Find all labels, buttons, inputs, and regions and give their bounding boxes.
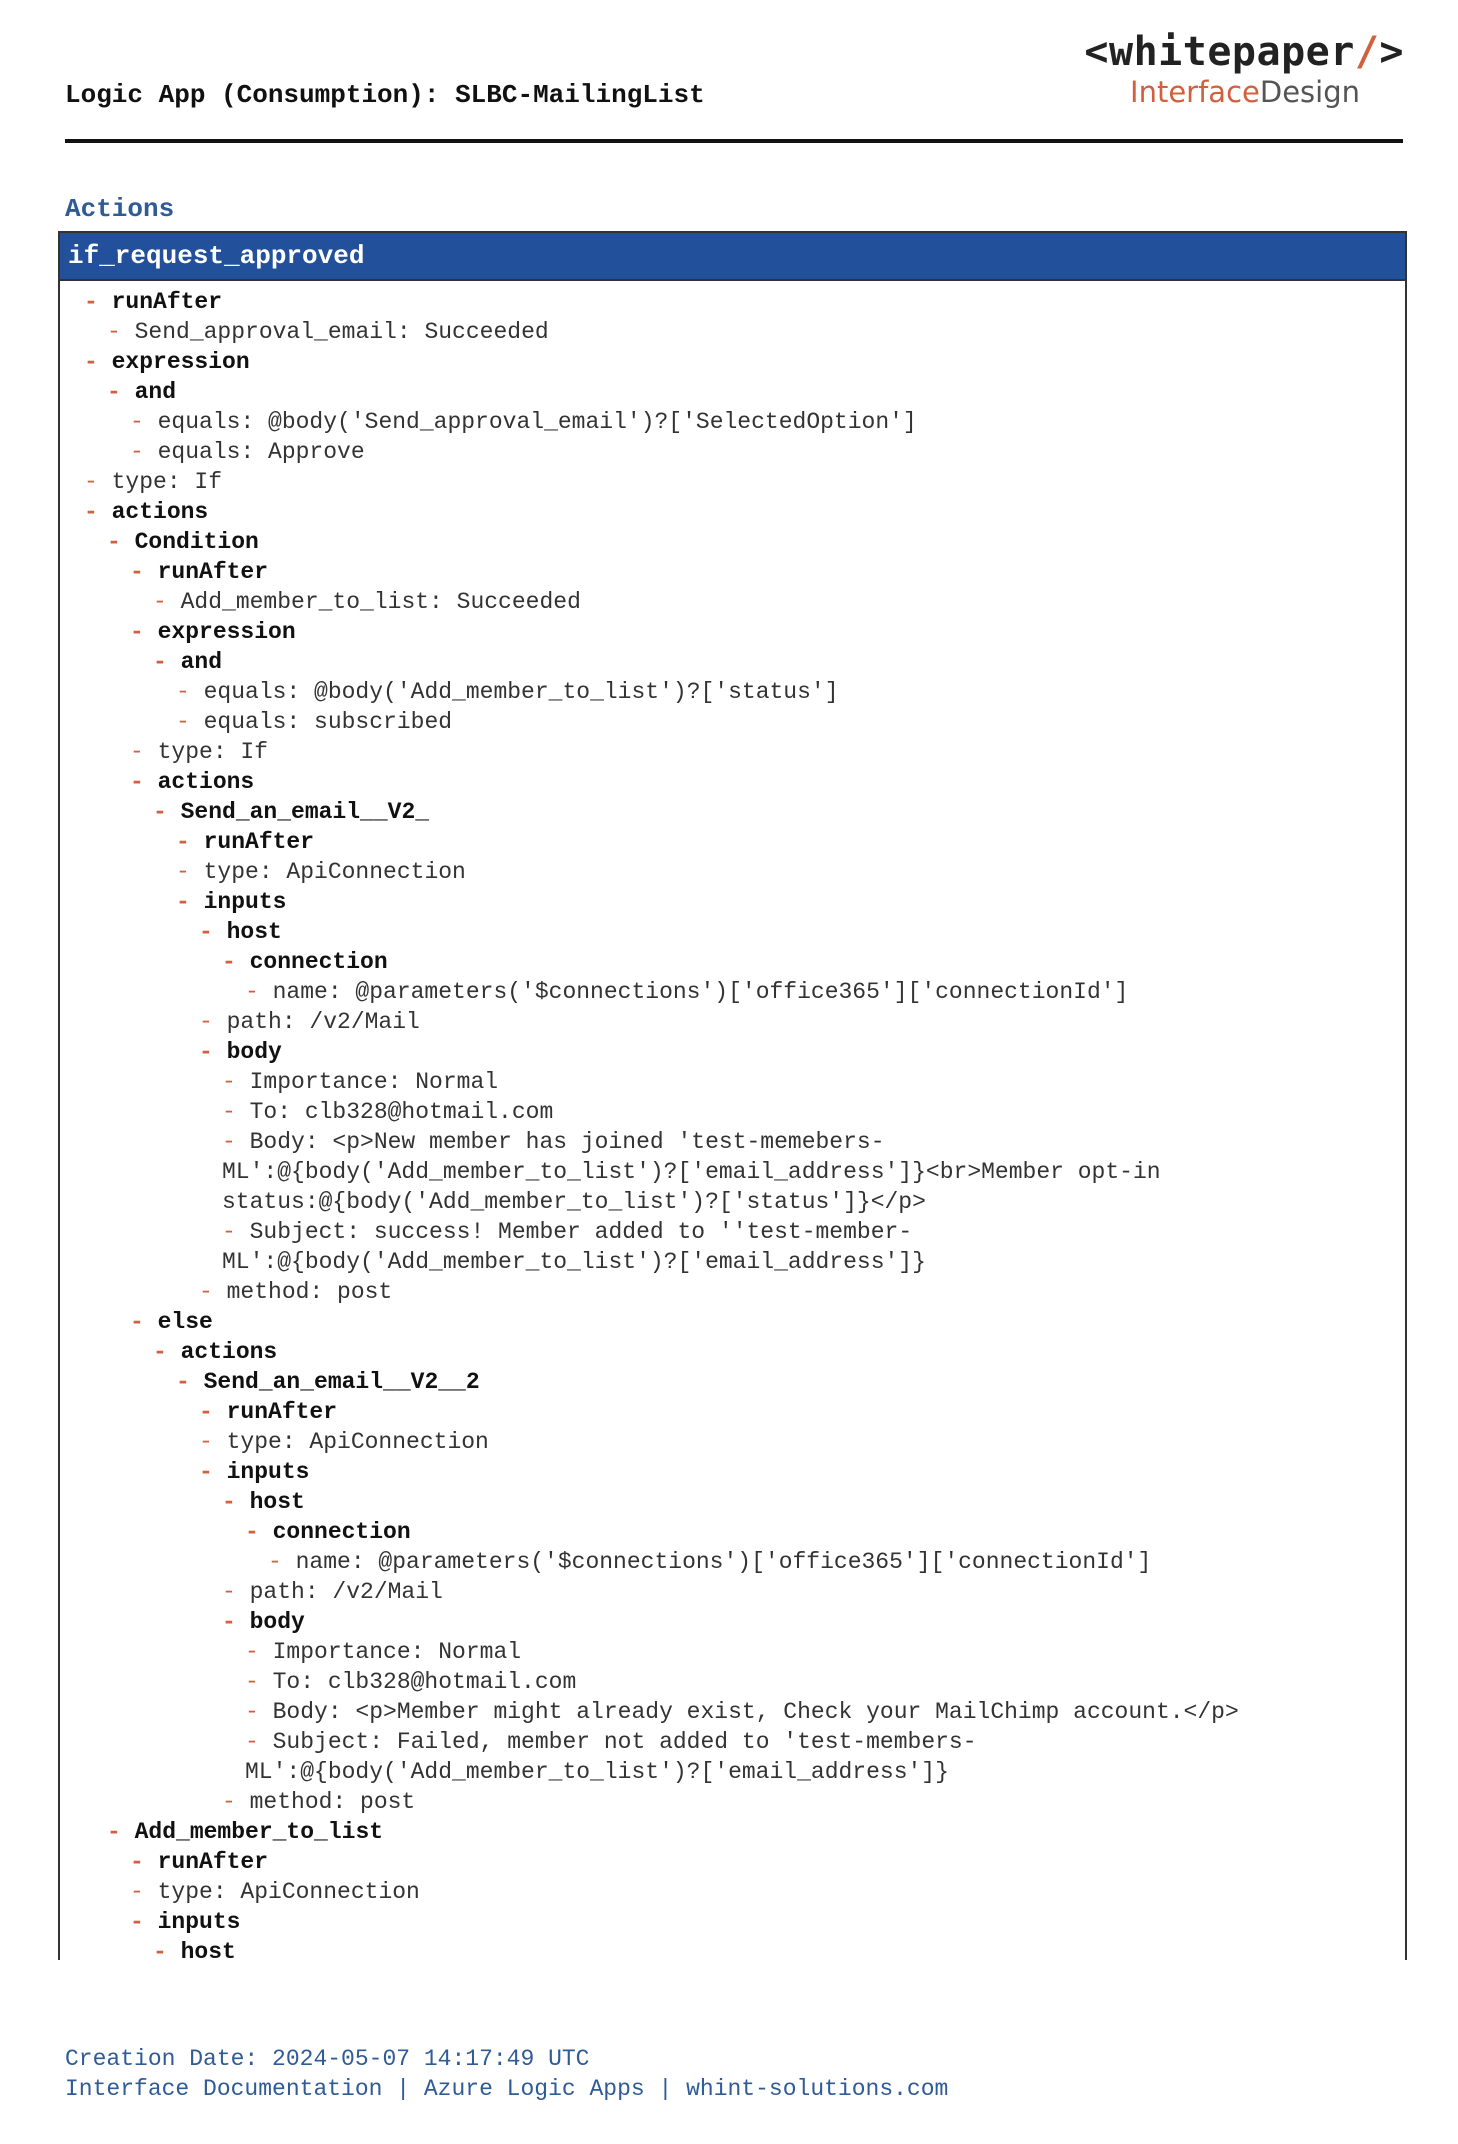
tree-line <box>60 467 1405 497</box>
tree-line <box>60 1097 1405 1127</box>
tree-line-text: runAfter <box>203 829 315 855</box>
tree-bullet-dash: - <box>176 829 204 855</box>
tree-line <box>60 1187 1405 1217</box>
tree-line <box>60 1427 1405 1457</box>
tree-bullet-dash: - <box>130 439 158 465</box>
tree-line-text: equals: Approve <box>157 439 365 465</box>
tree-bullet-dash: - <box>130 739 158 765</box>
tree-line-text: body <box>226 1039 282 1065</box>
tree-bullet-dash: - <box>222 1219 250 1245</box>
tree-line <box>60 857 1405 887</box>
tree-line-text: and <box>180 649 223 675</box>
tree-line <box>60 767 1405 797</box>
tree-line-text: path: /v2/Mail <box>249 1579 443 1605</box>
tree-line-text: expression <box>111 349 250 375</box>
tree-line <box>60 1697 1405 1727</box>
tree-line <box>60 287 1405 317</box>
tree-line <box>60 1217 1405 1247</box>
tree-line-text: host <box>226 919 282 945</box>
tree-line <box>60 1787 1405 1817</box>
tree-bullet-dash: - <box>130 619 158 645</box>
tree-line-text: actions <box>111 499 209 525</box>
tree-line-text: Condition <box>134 529 259 555</box>
tree-line-text: type: ApiConnection <box>157 1879 420 1905</box>
tree-bullet-dash: - <box>130 1849 158 1875</box>
tree-line-text: actions <box>157 769 255 795</box>
tree-bullet-dash: - <box>84 349 112 375</box>
tree-line <box>60 677 1405 707</box>
tree-bullet-dash: - <box>153 1939 181 1960</box>
tree-line-text: runAfter <box>157 1849 269 1875</box>
tree-line-text: else <box>157 1309 213 1335</box>
tree-line <box>60 1757 1405 1787</box>
tree-line-text: Subject: Failed, member not added to 'test-members- <box>272 1729 977 1755</box>
tree-line-text: and <box>134 379 177 405</box>
tree-line <box>60 1727 1405 1757</box>
tree-bullet-dash: - <box>245 979 273 1005</box>
tree-line <box>60 527 1405 557</box>
header-divider <box>65 139 1403 143</box>
logo-sub-accent: Interface <box>1130 75 1260 109</box>
tree-line <box>60 1847 1405 1877</box>
tree-bullet-dash: - <box>222 1129 250 1155</box>
tree-line-text: body <box>249 1609 305 1635</box>
tree-line <box>60 617 1405 647</box>
tree-bullet-dash: - <box>176 1369 204 1395</box>
tree-bullet-dash: - <box>130 1879 158 1905</box>
tree-bullet-dash: - <box>153 589 181 615</box>
action-panel <box>58 231 1407 1960</box>
tree-bullet-dash: - <box>222 949 250 975</box>
tree-bullet-dash: - <box>222 1099 250 1125</box>
tree-line-text: status:@{body('Add_member_to_list')?['status']}</p> <box>222 1189 926 1215</box>
tree-line <box>60 1517 1405 1547</box>
tree-bullet-dash: - <box>268 1549 296 1575</box>
tree-bullet-dash: - <box>222 1609 250 1635</box>
tree-line <box>60 1487 1405 1517</box>
tree-line-text: Subject: success! Member added to ''test-member- <box>249 1219 913 1245</box>
tree-bullet-dash: - <box>107 319 135 345</box>
creation-date: Creation Date: 2024-05-07 14:17:49 UTC <box>65 2046 590 2072</box>
tree-line <box>60 407 1405 437</box>
tree-line <box>60 377 1405 407</box>
tree-line <box>60 1067 1405 1097</box>
tree-line <box>60 1037 1405 1067</box>
tree-line <box>60 707 1405 737</box>
tree-line <box>60 1007 1405 1037</box>
tree-line-text: Send_an_email__V2__2 <box>203 1369 480 1395</box>
tree-line-text: runAfter <box>226 1399 338 1425</box>
tree-bullet-dash: - <box>176 859 204 885</box>
tree-bullet-dash: - <box>245 1729 273 1755</box>
tree-bullet-dash: - <box>84 499 112 525</box>
tree-bullet-dash: - <box>245 1669 273 1695</box>
tree-line-text: inputs <box>157 1909 241 1935</box>
tree-line-text: type: If <box>157 739 269 765</box>
panel-title: if_request_approved <box>60 233 1405 281</box>
page-title: Logic App (Consumption): SLBC-MailingList <box>65 80 705 110</box>
footer-links: Interface Documentation | Azure Logic Apps | whint-solutions.com <box>65 2076 949 2102</box>
tree-bullet-dash: - <box>153 1339 181 1365</box>
tree-line <box>60 977 1405 1007</box>
tree-bullet-dash: - <box>245 1519 273 1545</box>
tree-line-text: Add_member_to_list: Succeeded <box>180 589 581 615</box>
tree-line-text: type: ApiConnection <box>203 859 466 885</box>
tree-line-text: type: If <box>111 469 223 495</box>
tree-line-text: Add_member_to_list <box>134 1819 384 1845</box>
tree-line-text: connection <box>272 1519 411 1545</box>
tree-bullet-dash: - <box>176 679 204 705</box>
tree-line <box>60 1277 1405 1307</box>
logo-sub-rest: Design <box>1259 75 1360 109</box>
tree-bullet-dash: - <box>199 1039 227 1065</box>
whitepaper-logo <box>1084 28 1404 108</box>
tree-line <box>60 797 1405 827</box>
logo-slash: / <box>1354 29 1380 75</box>
tree-bullet-dash: - <box>245 1699 273 1725</box>
tree-line <box>60 737 1405 767</box>
tree-line-text: Importance: Normal <box>249 1069 499 1095</box>
tree-line <box>60 1547 1405 1577</box>
tree-line <box>60 1667 1405 1697</box>
tree-line <box>60 1907 1405 1937</box>
tree-bullet-dash: - <box>130 559 158 585</box>
logo-main-text: <whitepaper <box>1084 29 1355 75</box>
tree-bullet-dash: - <box>222 1489 250 1515</box>
tree-bullet-dash: - <box>222 1069 250 1095</box>
tree-bullet-dash: - <box>107 1819 135 1845</box>
tree-bullet-dash: - <box>84 289 112 315</box>
tree-bullet-dash: - <box>153 649 181 675</box>
logo-subtitle <box>1084 76 1360 108</box>
tree-line-text: ML':@{body('Add_member_to_list')?['email_address']}<br>Member opt-in <box>222 1159 1161 1185</box>
tree-line <box>60 587 1405 617</box>
tree-line <box>60 1127 1405 1157</box>
tree-line-text: ML':@{body('Add_member_to_list')?['email_address']} <box>222 1249 926 1275</box>
tree-line <box>60 1397 1405 1427</box>
tree-line-text: inputs <box>226 1459 310 1485</box>
tree-line <box>60 1877 1405 1907</box>
tree-bullet-dash: - <box>199 1009 227 1035</box>
tree-bullet-dash: - <box>107 529 135 555</box>
tree-bullet-dash: - <box>130 769 158 795</box>
tree-line <box>60 497 1405 527</box>
tree-line-text: method: post <box>249 1789 416 1815</box>
tree-bullet-dash: - <box>153 799 181 825</box>
tree-bullet-dash: - <box>245 1639 273 1665</box>
tree-line <box>60 917 1405 947</box>
tree-line-text: equals: @body('Send_approval_email')?['SelectedOption'] <box>157 409 917 435</box>
tree-line-text: host <box>249 1489 305 1515</box>
logo-wordmark <box>1084 28 1404 76</box>
tree-line-text: Send_approval_email: Succeeded <box>134 319 549 345</box>
tree-bullet-dash: - <box>222 1789 250 1815</box>
tree-line <box>60 887 1405 917</box>
tree-line <box>60 1307 1405 1337</box>
tree-bullet-dash: - <box>84 469 112 495</box>
tree-line-text: actions <box>180 1339 278 1365</box>
tree-line <box>60 1247 1405 1277</box>
tree-bullet-dash: - <box>130 1909 158 1935</box>
action-tree <box>60 281 1405 1960</box>
tree-bullet-dash: - <box>130 409 158 435</box>
tree-line <box>60 1637 1405 1667</box>
tree-bullet-dash: - <box>222 1579 250 1605</box>
tree-line <box>60 1457 1405 1487</box>
tree-line <box>60 347 1405 377</box>
tree-line-text: path: /v2/Mail <box>226 1009 420 1035</box>
tree-bullet-dash: - <box>199 1459 227 1485</box>
tree-line-text: equals: subscribed <box>203 709 453 735</box>
tree-line-text: Importance: Normal <box>272 1639 522 1665</box>
tree-line <box>60 1937 1405 1960</box>
tree-line <box>60 1367 1405 1397</box>
tree-line <box>60 557 1405 587</box>
tree-bullet-dash: - <box>107 379 135 405</box>
tree-bullet-dash: - <box>199 1429 227 1455</box>
tree-line-text: To: clb328@hotmail.com <box>272 1669 577 1695</box>
tree-bullet-dash: - <box>199 1399 227 1425</box>
tree-line-text: runAfter <box>157 559 269 585</box>
tree-bullet-dash: - <box>176 709 204 735</box>
tree-bullet-dash: - <box>176 889 204 915</box>
tree-line-text: To: clb328@hotmail.com <box>249 1099 554 1125</box>
tree-bullet-dash: - <box>130 1309 158 1335</box>
tree-line <box>60 947 1405 977</box>
tree-line <box>60 437 1405 467</box>
tree-line-text: name: @parameters('$connections')['office365']['connectionId'] <box>272 979 1129 1005</box>
tree-line-text: name: @parameters('$connections')['office365']['connectionId'] <box>295 1549 1152 1575</box>
tree-line-text: runAfter <box>111 289 223 315</box>
logo-end: > <box>1379 29 1404 75</box>
tree-line-text: expression <box>157 619 296 645</box>
tree-line-text: method: post <box>226 1279 393 1305</box>
tree-line-text: ML':@{body('Add_member_to_list')?['email_address']} <box>245 1759 949 1785</box>
tree-line <box>60 1817 1405 1847</box>
tree-line-text: type: ApiConnection <box>226 1429 489 1455</box>
tree-line-text: connection <box>249 949 388 975</box>
tree-line <box>60 1157 1405 1187</box>
tree-line <box>60 317 1405 347</box>
tree-line-text: Body: <p>Member might already exist, Check your MailChimp account.</p> <box>272 1699 1239 1725</box>
tree-line <box>60 647 1405 677</box>
tree-line <box>60 827 1405 857</box>
tree-line <box>60 1337 1405 1367</box>
tree-bullet-dash: - <box>199 1279 227 1305</box>
section-heading: Actions <box>65 194 175 224</box>
tree-line-text: Send_an_email__V2_ <box>180 799 430 825</box>
tree-line-text: host <box>180 1939 236 1960</box>
tree-line-text: inputs <box>203 889 287 915</box>
tree-bullet-dash: - <box>199 919 227 945</box>
tree-line-text: equals: @body('Add_member_to_list')?['status'] <box>203 679 839 705</box>
tree-line-text: Body: <p>New member has joined 'test-memebers- <box>249 1129 885 1155</box>
tree-line <box>60 1607 1405 1637</box>
page-footer <box>65 2044 948 2104</box>
tree-line <box>60 1577 1405 1607</box>
